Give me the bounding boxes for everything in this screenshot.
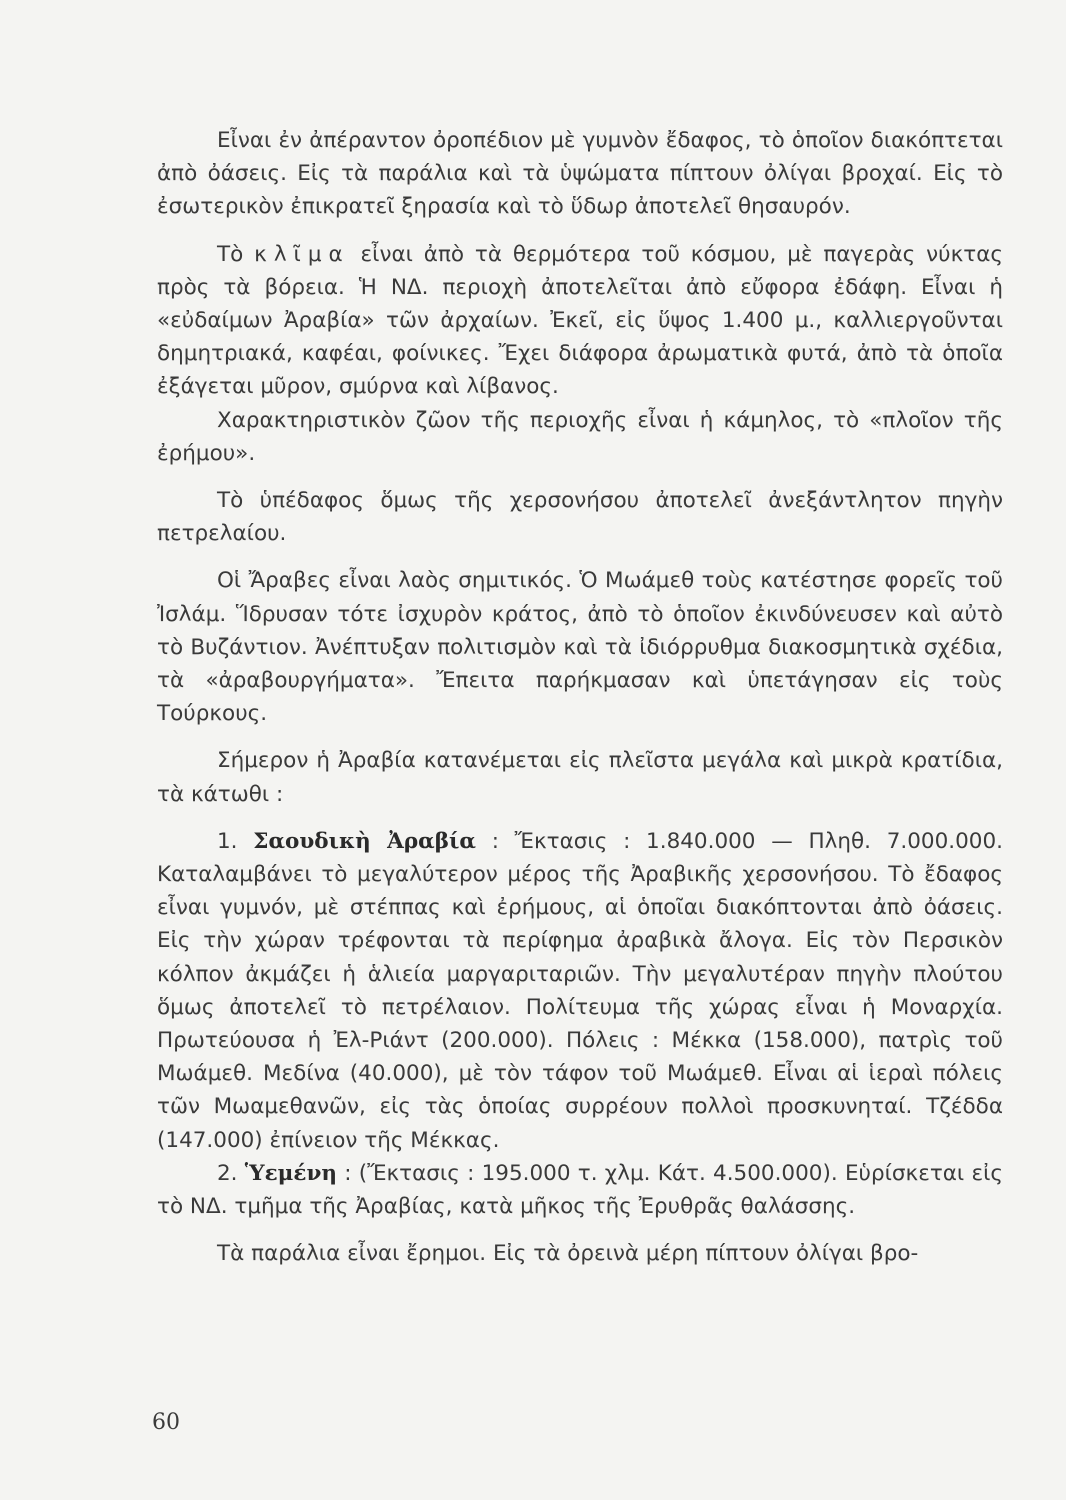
paragraph-coast	[157, 1237, 1003, 1270]
spaced-term-klima: κλῖμα	[254, 241, 350, 267]
paragraph-text-start: Τὸ	[217, 241, 255, 267]
list-number: 1.	[217, 828, 254, 854]
paragraph-plateau	[157, 124, 1003, 224]
paragraph-arabs	[157, 564, 1003, 730]
list-item-yemen	[157, 1157, 1003, 1223]
paragraph-text: Σήμερον ἡ Ἀραβία κατανέμεται εἰς πλεῖστα μεγάλα καὶ μικρὰ κρατίδια, τὰ κάτωθι :	[157, 748, 1003, 807]
page-number: 60	[152, 1410, 180, 1435]
paragraph-camel	[157, 404, 1003, 470]
paragraph-today	[157, 744, 1003, 810]
paragraph-text: Εἶναι ἐν ἀπέραντον ὀροπέδιον μὲ γυμνὸν ἔδαφος, τὸ ὁποῖον διακόπτεται ἀπὸ ὀάσεις. Εἰς τὰ παράλια καὶ τὰ ὑψώματα πίπτουν ὀλίγαι βροχαί. Εἰς τὸ ἐσωτερικὸν ἐπικρατεῖ ξηρασία καὶ τὸ ὕδωρ ἀποτελεῖ θησαυρόν.	[157, 128, 1003, 220]
paragraph-climate	[157, 238, 1003, 404]
paragraph-text: Χαρακτηριστικὸν ζῶον τῆς περιοχῆς εἶναι ἡ κάμηλος, τὸ «πλοῖον τῆς ἐρήμου».	[157, 407, 1003, 466]
paragraph-text: Τὰ παράλια εἶναι ἔρημοι. Εἰς τὰ ὀρεινὰ μέρη πίπτουν ὀλίγαι βρο-	[217, 1241, 919, 1267]
country-heading-saudi: Σαουδικὴ Ἀραβία	[253, 828, 476, 854]
list-item-body: : (Ἔκτασις : 195.000 τ. χλμ. Κάτ. 4.500.000). Εὑρίσκεται εἰς τὸ ΝΔ. τμῆμα τῆς Ἀραβίας, κατὰ μῆκος τῆς Ἐρυθρᾶς θαλάσσης.	[157, 1160, 1003, 1220]
paragraph-text-rest: εἶναι ἀπὸ τὰ θερμότερα τοῦ κόσμου, μὲ παγερὰς νύκτας πρὸς τὰ βόρεια. Ἡ ΝΔ. περιοχὴ ἀποτελεῖται ἀπὸ εὔφορα ἐδάφη. Εἶναι ἡ «εὐδαίμων Ἀραβία» τῶν ἀρχαίων. Ἐκεῖ, εἰς ὕψος 1.400 μ., καλλιεργοῦνται δημητριακά, καφέαι, φοίνικες. Ἔχει διάφορα ἀρωματικὰ φυτά, ἀπὸ τὰ ὁποῖα ἐξάγεται μῦρον, σμύρνα καὶ λίβανος.	[157, 241, 1003, 400]
list-item-saudi-arabia	[157, 825, 1003, 1157]
paragraph-text: Οἱ Ἄραβες εἶναι λαὸς σημιτικός. Ὁ Μωάμεθ τοὺς κατέστησε φορεῖς τοῦ Ἰσλάμ. Ἵδρυσαν τότε ἰσχυρὸν κράτος, ἀπὸ τὸ ὁποῖον ἐκινδύνευσεν καὶ αὐτὸ τὸ Βυζάντιον. Ἀνέπτυξαν πολιτισμὸν καὶ τὰ ἰδιόρρυθμα διακοσμητικὰ σχέδια, τὰ «ἀραβουργήματα». Ἔπειτα παρήκμασαν καὶ ὑπετάγησαν εἰς τοὺς Τούρκους.	[157, 568, 1003, 727]
list-number: 2.	[217, 1160, 245, 1186]
list-item-body: : Ἔκτασις : 1.840.000 — Πληθ. 7.000.000. Καταλαμβάνει τὸ μεγαλύτερον μέρος τῆς Ἀραβικῆς χερσονήσου. Τὸ ἔδαφος εἶναι γυμνόν, μὲ στέππας καὶ ἐρήμους, αἱ ὁποῖαι διακόπτονται ἀπὸ ὀάσεις. Εἰς τὴν χώραν τρέφονται τὰ περίφημα ἀραβικὰ ἄλογα. Εἰς τὸν Περσικὸν κόλπον ἀκμάζει ἡ ἁλιεία μαργαριταριῶν. Τὴν μεγαλυτέραν πηγὴν πλούτου ὅμως ἀποτελεῖ τὸ πετρέλαιον. Πολίτευμα τῆς χώρας εἶναι ἡ Μοναρχία. Πρωτεύουσα ἡ Ἐλ-Ριάντ (200.000). Πόλεις : Μέκκα (158.000), πατρὶς τοῦ Μωάμεθ. Μεδίνα (40.000), μὲ τὸν τάφον τοῦ Μωάμεθ. Εἶναι αἱ ἱεραὶ πόλεις τῶν Μωαμεθανῶν, εἰς τὰς ὁποίας συρρέουν πολλοὶ προσκυνηταί. Τζέδδα (147.000) ἐπίνειον τῆς Μέκκας.	[157, 828, 1003, 1153]
paragraph-text: Τὸ ὑπέδαφος ὅμως τῆς χερσονήσου ἀποτελεῖ ἀνεξάντλητον πηγὴν πετρελαίου.	[157, 488, 1003, 547]
paragraph-oil	[157, 484, 1003, 550]
country-heading-yemen: Ὑεμένη	[244, 1160, 338, 1186]
body-text	[157, 124, 1003, 1271]
